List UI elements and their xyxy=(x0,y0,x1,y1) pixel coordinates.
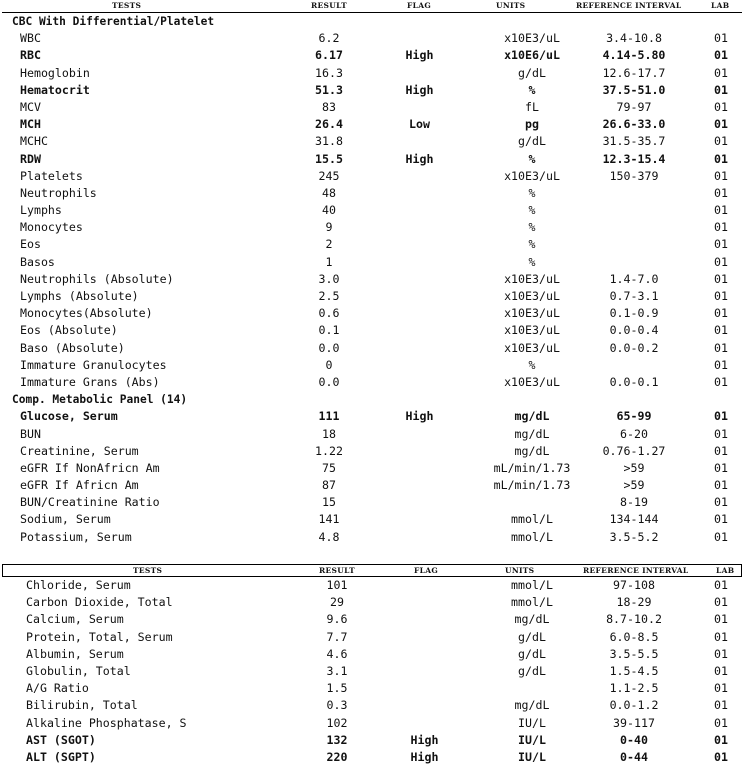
lab-code: 01 xyxy=(714,185,728,200)
header-flag: FLAG xyxy=(414,566,439,575)
flag-badge: High xyxy=(405,48,434,63)
reference-interval: 3.5-5.5 xyxy=(609,646,659,661)
test-name: Alkaline Phosphatase, S xyxy=(26,715,187,730)
result-value: 1.22 xyxy=(315,443,343,458)
header-tests: TESTS xyxy=(133,566,163,575)
units: x10E3/uL xyxy=(504,168,560,183)
test-name: Eos (Absolute) xyxy=(20,323,118,338)
table-row xyxy=(2,219,742,236)
units: g/dL xyxy=(518,646,546,661)
units: pg xyxy=(525,117,539,132)
lab-code: 01 xyxy=(714,478,728,493)
table-row xyxy=(2,185,742,202)
table-body xyxy=(2,13,742,546)
reference-interval: 12.3-15.4 xyxy=(602,151,666,166)
table-row xyxy=(2,30,742,47)
test-name: Platelets xyxy=(20,168,83,183)
reference-interval: 150-379 xyxy=(609,168,659,183)
table-row xyxy=(2,511,742,528)
result-value: 141 xyxy=(318,512,340,527)
test-name: Eos xyxy=(20,237,41,252)
lab-code: 01 xyxy=(714,220,728,235)
units: x10E3/uL xyxy=(504,271,560,286)
lab-code: 01 xyxy=(714,82,728,97)
units: fL xyxy=(525,99,539,114)
reference-interval: >59 xyxy=(623,460,645,475)
table-row xyxy=(2,288,742,305)
units: mmol/L xyxy=(511,578,553,592)
table-row xyxy=(2,426,742,443)
units: x10E3/uL xyxy=(504,306,560,321)
lab-code: 01 xyxy=(714,495,728,510)
test-name: Lymphs (Absolute) xyxy=(20,289,139,303)
units: % xyxy=(528,254,536,269)
result-value: 40 xyxy=(322,203,336,218)
reference-interval: 0.0-0.2 xyxy=(609,340,659,355)
result-value: 83 xyxy=(322,99,336,114)
reference-interval: 0-40 xyxy=(620,732,648,747)
result-value: 3.1 xyxy=(326,663,348,678)
table-row xyxy=(2,611,742,628)
header-lab: LAB xyxy=(711,1,730,10)
test-name: eGFR If Africn Am xyxy=(20,478,139,493)
result-value: 31.8 xyxy=(315,134,343,149)
result-value: 3.0 xyxy=(318,271,340,286)
result-value: 4.8 xyxy=(318,529,340,544)
units: % xyxy=(528,151,536,166)
reference-interval: 6.0-8.5 xyxy=(609,629,659,644)
reference-interval: 0-44 xyxy=(620,749,648,764)
lab-code: 01 xyxy=(714,409,728,424)
units: g/dL xyxy=(518,663,546,678)
section-title: Comp. Metabolic Panel (14) xyxy=(12,393,188,407)
test-name: eGFR If NonAfricn Am xyxy=(20,460,160,475)
table-row xyxy=(2,680,742,697)
flag-badge: High xyxy=(410,732,439,747)
test-name: Lymphs xyxy=(20,203,62,218)
table-row xyxy=(2,408,742,425)
lab-code: 01 xyxy=(714,117,728,132)
reference-interval: 26.6-33.0 xyxy=(602,117,666,132)
test-name: RDW xyxy=(20,151,41,166)
table-row xyxy=(2,357,742,374)
units: mmol/L xyxy=(511,529,553,544)
reference-interval: 0.1-0.9 xyxy=(609,306,659,321)
table-row xyxy=(2,133,742,150)
table-body xyxy=(2,577,742,766)
lab-code: 01 xyxy=(714,99,728,114)
result-value: 18 xyxy=(322,426,336,441)
units: % xyxy=(528,203,536,218)
reference-interval: 4.14-5.80 xyxy=(602,48,666,63)
reference-interval: 0.0-0.1 xyxy=(609,374,659,389)
header-units: UNITS xyxy=(496,1,526,10)
lab-code: 01 xyxy=(714,715,728,730)
reference-interval: 3.4-10.8 xyxy=(606,31,662,46)
reference-interval: 1.4-7.0 xyxy=(609,271,659,286)
test-name: Monocytes xyxy=(20,220,83,235)
units: mg/dL xyxy=(514,612,550,627)
lab-code: 01 xyxy=(714,646,728,661)
table-row xyxy=(2,236,742,253)
result-value: 245 xyxy=(318,168,340,183)
units: IU/L xyxy=(518,732,546,747)
lab-code: 01 xyxy=(714,749,728,764)
result-value: 29 xyxy=(330,595,344,610)
lab-code: 01 xyxy=(714,134,728,149)
lab-code: 01 xyxy=(714,31,728,46)
reference-interval: 18-29 xyxy=(616,595,652,610)
test-name: Basos xyxy=(20,254,55,269)
units: % xyxy=(528,237,536,252)
lab-code: 01 xyxy=(714,306,728,321)
table-row xyxy=(2,663,742,680)
result-value: 2.5 xyxy=(318,289,340,303)
test-name: ALT (SGPT) xyxy=(26,749,96,764)
header-lab: LAB xyxy=(716,566,735,575)
units: % xyxy=(528,220,536,235)
test-name: BUN/Creatinine Ratio xyxy=(20,495,160,510)
units: x10E6/uL xyxy=(504,48,560,63)
test-name: Hematocrit xyxy=(20,82,90,97)
reference-interval: 8.7-10.2 xyxy=(606,612,662,627)
lab-code: 01 xyxy=(714,629,728,644)
units: mg/dL xyxy=(514,443,550,458)
result-value: 51.3 xyxy=(315,82,343,97)
reference-interval: 0.0-0.4 xyxy=(609,323,659,338)
units: g/dL xyxy=(518,65,546,80)
units: mmol/L xyxy=(511,512,553,527)
reference-interval: 65-99 xyxy=(616,409,652,424)
flag-badge: High xyxy=(405,151,434,166)
header-result: RESULT xyxy=(311,1,347,10)
test-name: Sodium, Serum xyxy=(20,512,111,527)
lab-code: 01 xyxy=(714,151,728,166)
section-heading xyxy=(2,391,742,408)
lab-code: 01 xyxy=(714,681,728,696)
header-reference-interval: REFERENCE INTERVAL xyxy=(583,566,689,575)
reference-interval: 3.5-5.2 xyxy=(609,529,659,544)
lab-code: 01 xyxy=(714,203,728,218)
test-name: A/G Ratio xyxy=(26,681,89,696)
table-row xyxy=(2,715,742,732)
lab-code: 01 xyxy=(714,340,728,355)
table-row xyxy=(2,697,742,714)
table-row xyxy=(2,749,742,766)
reference-interval: >59 xyxy=(623,478,645,493)
units: % xyxy=(528,357,536,372)
lab-code: 01 xyxy=(714,595,728,610)
result-value: 9.6 xyxy=(326,612,348,627)
test-name: Protein, Total, Serum xyxy=(26,629,173,644)
lab-code: 01 xyxy=(714,512,728,527)
result-value: 1 xyxy=(325,254,333,269)
table-header xyxy=(2,564,742,577)
section-title: CBC With Differential/Platelet xyxy=(12,15,215,28)
table-row xyxy=(2,322,742,339)
table-row xyxy=(2,732,742,749)
result-value: 0.0 xyxy=(318,374,340,389)
test-name: Neutrophils xyxy=(20,185,97,200)
lab-code: 01 xyxy=(714,237,728,252)
result-value: 0 xyxy=(325,357,333,372)
reference-interval: 31.5-35.7 xyxy=(602,134,666,149)
header-reference-interval: REFERENCE INTERVAL xyxy=(576,1,682,10)
test-name: Potassium, Serum xyxy=(20,529,132,544)
test-name: Baso (Absolute) xyxy=(20,340,125,355)
lab-code: 01 xyxy=(714,663,728,678)
lab-code: 01 xyxy=(714,271,728,286)
reference-interval: 12.6-17.7 xyxy=(602,65,666,80)
test-name: Glucose, Serum xyxy=(20,409,118,424)
table-row xyxy=(2,65,742,82)
table-row xyxy=(2,629,742,646)
table-row xyxy=(2,99,742,116)
table-row xyxy=(2,254,742,271)
reference-interval: 0.76-1.27 xyxy=(602,443,666,458)
lab-results-table-2 xyxy=(2,564,742,766)
result-value: 15.5 xyxy=(315,151,343,166)
flag-badge: High xyxy=(410,749,439,764)
lab-code: 01 xyxy=(714,529,728,544)
table-row xyxy=(2,374,742,391)
units: mg/dL xyxy=(514,698,550,713)
table-row xyxy=(2,460,742,477)
test-name: Hemoglobin xyxy=(20,65,90,80)
table-row xyxy=(2,577,742,594)
flag-badge: Low xyxy=(409,117,430,132)
test-name: Chloride, Serum xyxy=(26,578,131,592)
test-name: WBC xyxy=(20,31,41,46)
lab-code: 01 xyxy=(714,578,728,592)
result-value: 7.7 xyxy=(326,629,348,644)
test-name: Albumin, Serum xyxy=(26,646,124,661)
result-value: 0.3 xyxy=(326,698,348,713)
result-value: 9 xyxy=(325,220,333,235)
result-value: 6.17 xyxy=(315,48,343,63)
result-value: 220 xyxy=(326,749,348,764)
lab-code: 01 xyxy=(714,426,728,441)
table-row xyxy=(2,151,742,168)
table-row xyxy=(2,116,742,133)
section-heading xyxy=(2,13,742,30)
lab-code: 01 xyxy=(714,289,728,303)
lab-code: 01 xyxy=(714,48,728,63)
result-value: 132 xyxy=(326,732,348,747)
table-row xyxy=(2,82,742,99)
test-name: MCV xyxy=(20,99,41,114)
header-tests: TESTS xyxy=(112,1,142,10)
result-value: 0.1 xyxy=(318,323,340,338)
test-name: RBC xyxy=(20,48,41,63)
result-value: 4.6 xyxy=(326,646,348,661)
lab-code: 01 xyxy=(714,357,728,372)
reference-interval: 0.0-1.2 xyxy=(609,698,659,713)
result-value: 111 xyxy=(318,409,340,424)
lab-code: 01 xyxy=(714,732,728,747)
table-row xyxy=(2,305,742,322)
table-row xyxy=(2,47,742,64)
test-name: Immature Granulocytes xyxy=(20,357,167,372)
test-name: Monocytes(Absolute) xyxy=(20,306,153,321)
units: x10E3/uL xyxy=(504,374,560,389)
test-name: Neutrophils (Absolute) xyxy=(20,271,174,286)
units: mg/dL xyxy=(514,409,550,424)
reference-interval: 37.5-51.0 xyxy=(602,82,666,97)
result-value: 2 xyxy=(325,237,333,252)
units: g/dL xyxy=(518,629,546,644)
header-units: UNITS xyxy=(505,566,535,575)
test-name: BUN xyxy=(20,426,41,441)
lab-results-table-1 xyxy=(2,0,742,546)
table-row xyxy=(2,477,742,494)
result-value: 48 xyxy=(322,185,336,200)
result-value: 87 xyxy=(322,478,336,493)
units: IU/L xyxy=(518,749,546,764)
units: mL/min/1.73 xyxy=(493,478,571,493)
lab-code: 01 xyxy=(714,460,728,475)
result-value: 26.4 xyxy=(315,117,343,132)
lab-code: 01 xyxy=(714,65,728,80)
units: % xyxy=(528,82,536,97)
reference-interval: 6-20 xyxy=(620,426,648,441)
result-value: 15 xyxy=(322,495,336,510)
units: mmol/L xyxy=(511,595,553,610)
lab-code: 01 xyxy=(714,168,728,183)
reference-interval: 79-97 xyxy=(616,99,652,114)
table-row xyxy=(2,494,742,511)
table-row xyxy=(2,271,742,288)
units: g/dL xyxy=(518,134,546,149)
reference-interval: 1.1-2.5 xyxy=(609,681,659,696)
lab-code: 01 xyxy=(714,698,728,713)
flag-badge: High xyxy=(405,82,434,97)
table-row xyxy=(2,443,742,460)
test-name: Bilirubin, Total xyxy=(26,698,138,713)
units: x10E3/uL xyxy=(504,323,560,338)
reference-interval: 8-19 xyxy=(620,495,648,510)
header-result: RESULT xyxy=(319,566,355,575)
reference-interval: 97-108 xyxy=(613,578,655,592)
lab-code: 01 xyxy=(714,323,728,338)
result-value: 0.6 xyxy=(318,306,340,321)
units: x10E3/uL xyxy=(504,31,560,46)
test-name: Globulin, Total xyxy=(26,663,131,678)
result-value: 16.3 xyxy=(315,65,343,80)
lab-code: 01 xyxy=(714,254,728,269)
units: x10E3/uL xyxy=(504,340,560,355)
reference-interval: 134-144 xyxy=(609,512,659,527)
reference-interval: 0.7-3.1 xyxy=(609,289,659,303)
flag-badge: High xyxy=(405,409,434,424)
result-value: 102 xyxy=(326,715,348,730)
header-flag: FLAG xyxy=(407,1,432,10)
units: mg/dL xyxy=(514,426,550,441)
test-name: Carbon Dioxide, Total xyxy=(26,595,173,610)
result-value: 1.5 xyxy=(326,681,348,696)
test-name: MCHC xyxy=(20,134,48,149)
table-row xyxy=(2,529,742,546)
test-name: Calcium, Serum xyxy=(26,612,124,627)
table-header xyxy=(2,0,742,13)
result-value: 0.0 xyxy=(318,340,340,355)
units: x10E3/uL xyxy=(504,289,560,303)
result-value: 75 xyxy=(322,460,336,475)
table-row xyxy=(2,594,742,611)
test-name: Immature Grans (Abs) xyxy=(20,374,160,389)
units: IU/L xyxy=(518,715,546,730)
table-row xyxy=(2,340,742,357)
units: mL/min/1.73 xyxy=(493,460,571,475)
table-row xyxy=(2,202,742,219)
reference-interval: 39-117 xyxy=(613,715,655,730)
table-row xyxy=(2,646,742,663)
reference-interval: 1.5-4.5 xyxy=(609,663,659,678)
lab-code: 01 xyxy=(714,612,728,627)
test-name: AST (SGOT) xyxy=(26,732,96,747)
test-name: MCH xyxy=(20,117,41,132)
result-value: 101 xyxy=(326,578,348,592)
units: % xyxy=(528,185,536,200)
result-value: 6.2 xyxy=(318,31,340,46)
table-row xyxy=(2,168,742,185)
lab-code: 01 xyxy=(714,374,728,389)
test-name: Creatinine, Serum xyxy=(20,443,139,458)
lab-code: 01 xyxy=(714,443,728,458)
